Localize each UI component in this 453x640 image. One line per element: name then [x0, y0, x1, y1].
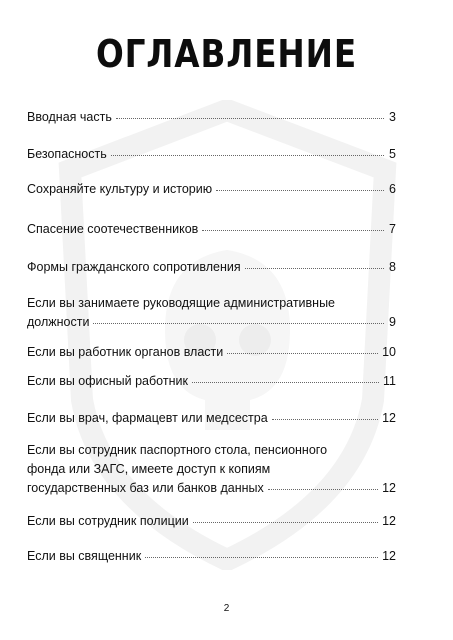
toc-entry[interactable]	[27, 547, 396, 566]
toc-page-number: 5	[389, 147, 396, 161]
toc-page-number: 12	[382, 411, 396, 425]
toc-entry-title: Если вы сотрудник полиции	[27, 514, 189, 528]
toc-page-number: 8	[389, 260, 396, 274]
toc-page-number: 7	[389, 222, 396, 236]
toc-entry-title-line: фонда или ЗАГС, имеете доступ к копиям	[27, 462, 271, 476]
dot-leader	[268, 489, 378, 490]
toc-entry-title: Вводная часть	[27, 110, 112, 124]
shield-watermark	[55, 100, 400, 570]
toc-entry-title: Сохраняйте культуру и историю	[27, 182, 213, 196]
toc-entry[interactable]	[27, 343, 396, 362]
dot-leader	[111, 155, 384, 156]
toc-entry[interactable]	[27, 409, 396, 428]
dot-leader	[272, 419, 378, 420]
toc-page-number: 12	[382, 514, 396, 528]
toc-page-number: 6	[389, 182, 396, 196]
toc-page-number: 10	[382, 345, 396, 359]
toc-entry-title-line: Если вы занимаете руководящие административные	[27, 296, 336, 310]
toc-page-number: 11	[383, 374, 396, 388]
toc-entry-title: Если вы офисный работник	[27, 374, 188, 388]
dot-leader	[245, 268, 384, 269]
page-title: ОГЛАВЛЕНИЕ	[95, 32, 358, 76]
toc-entry[interactable]	[27, 372, 396, 391]
dot-leader	[202, 230, 384, 231]
toc-entry[interactable]	[27, 512, 396, 531]
dot-leader	[93, 323, 384, 324]
toc-entry-title-line: государственных баз или банков данных	[27, 481, 264, 495]
toc-entry-title: Если вы врач, фармацевт или медсестра	[27, 411, 268, 425]
toc-entry-title: Если вы священник	[27, 549, 142, 563]
dot-leader	[193, 522, 378, 523]
toc-entry-title: Безопасность	[27, 147, 107, 161]
toc-entry[interactable]	[27, 294, 396, 332]
toc-page-number: 12	[382, 481, 396, 495]
toc-entry-title-line: должности	[27, 315, 90, 329]
toc-entry-title: Если вы работник органов власти	[27, 345, 224, 359]
toc-entry-title-line: Если вы сотрудник паспортного стола, пенсионного	[27, 443, 328, 457]
dot-leader	[216, 190, 384, 191]
toc-entry[interactable]	[27, 258, 396, 277]
toc-entry[interactable]	[27, 108, 396, 127]
toc-entry-title: Формы гражданского сопротивления	[27, 260, 241, 274]
dot-leader	[192, 382, 379, 383]
dot-leader	[227, 353, 378, 354]
dot-leader	[116, 118, 384, 119]
page-number: 2	[223, 603, 230, 614]
dot-leader	[145, 557, 378, 558]
toc-page-number: 12	[382, 549, 396, 563]
toc-entry[interactable]	[27, 180, 396, 199]
toc-entry[interactable]	[27, 145, 396, 164]
toc-entry[interactable]	[27, 220, 396, 239]
toc-entry-title: Спасение соотечественников	[27, 222, 199, 236]
toc-page-number: 3	[389, 110, 396, 124]
toc-page-number: 9	[389, 315, 396, 329]
toc-entry[interactable]	[27, 441, 396, 498]
